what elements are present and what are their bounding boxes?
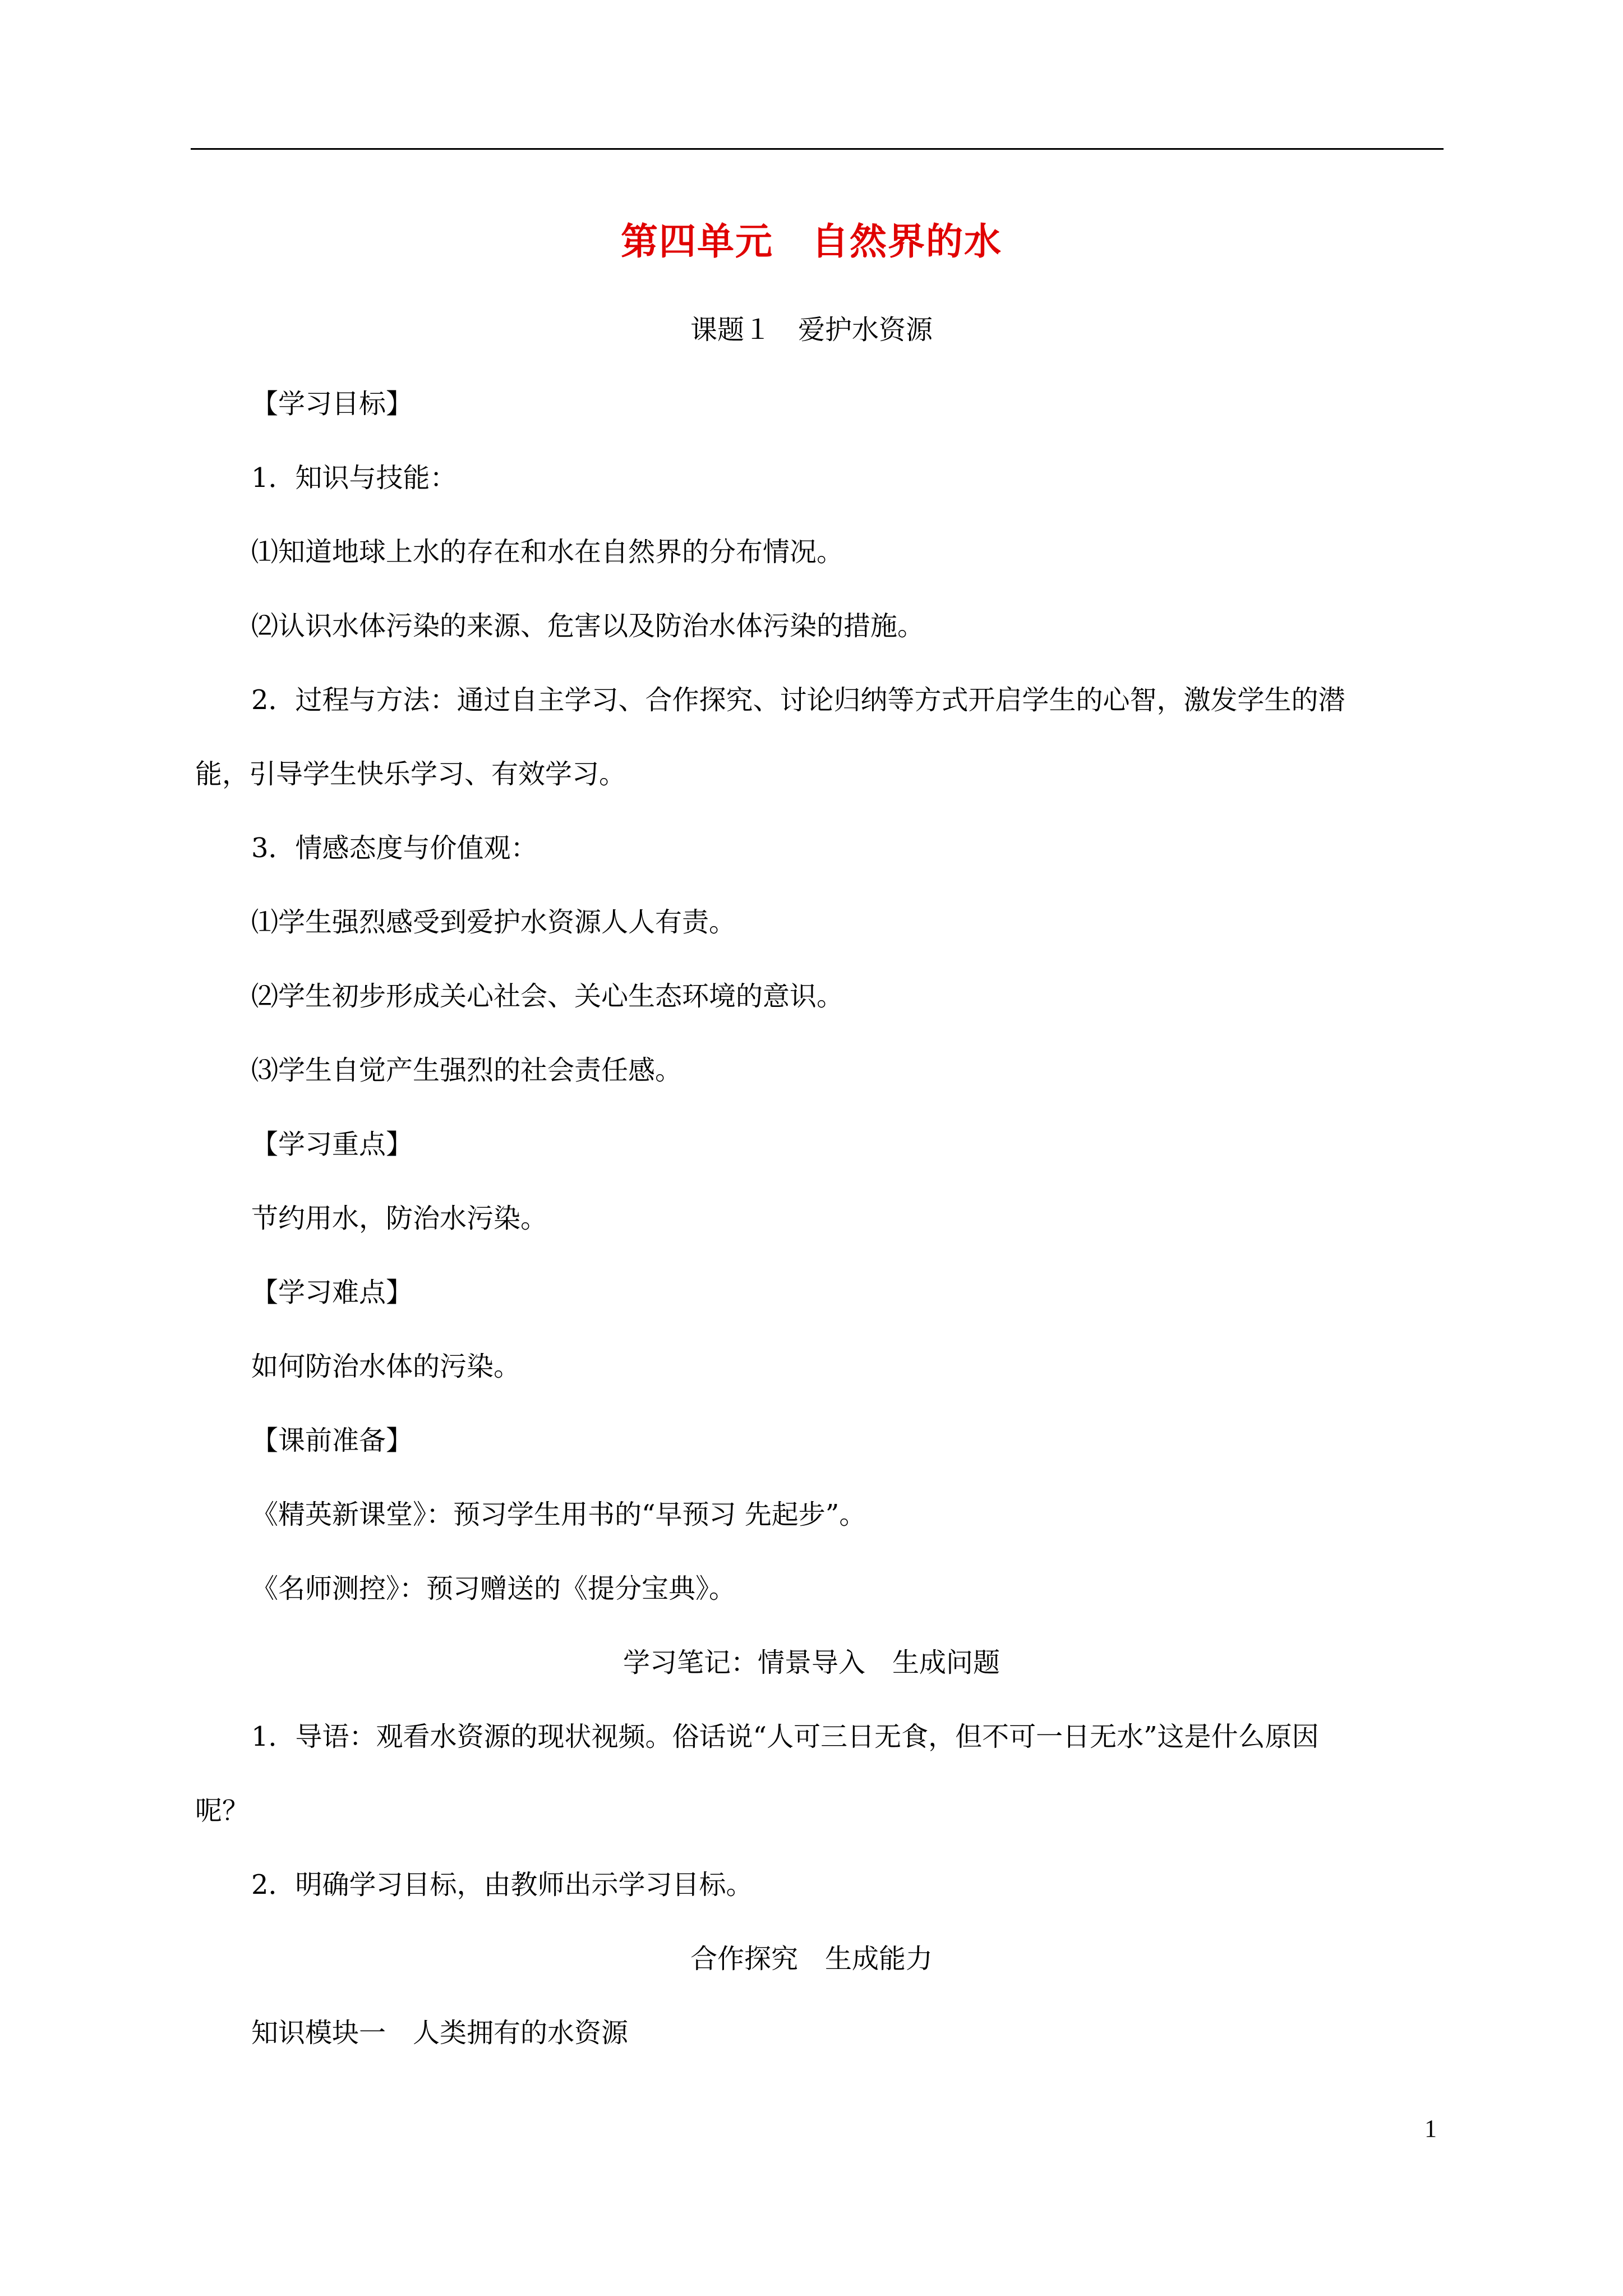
- paragraph-line-continued: 呢？: [195, 1795, 250, 1826]
- subheading-inquiry: 合作探究 生成能力: [690, 1943, 933, 1975]
- paragraph-line: 知识模块一 人类拥有的水资源: [251, 2017, 629, 2049]
- paragraph-line: ⑵认识水体污染的来源、危害以及防治水体污染的措施。: [251, 610, 925, 642]
- paragraph-line: ⑶学生自觉产生强烈的社会责任感。: [251, 1055, 683, 1086]
- page-number: 1: [1424, 2115, 1437, 2142]
- paragraph-line: 1．知识与技能：: [251, 462, 457, 494]
- paragraph-line: 2．过程与方法：通过自主学习、合作探究、讨论归纳等方式开启学生的心智，激发学生的潜: [251, 684, 1345, 716]
- paragraph-line: ⑵学生初步形成关心社会、关心生态环境的意识。: [251, 981, 844, 1012]
- paragraph-line: ⑴知道地球上水的存在和水在自然界的分布情况。: [251, 536, 844, 568]
- subheading-notes: 学习笔记：情景导入 生成问题: [623, 1647, 1000, 1678]
- section-heading-preparation: 【课前准备】: [251, 1425, 413, 1456]
- paragraph-line: 《名师测控》：预习赠送的《提分宝典》。: [251, 1573, 736, 1604]
- paragraph-line: 《精英新课堂》：预习学生用书的“早预习 先起步”。: [251, 1499, 866, 1530]
- paragraph-line: 2．明确学习目标，由教师出示学习目标。: [251, 1869, 753, 1901]
- section-heading-difficulties: 【学习难点】: [251, 1277, 413, 1308]
- paragraph-line: 节约用水，防治水污染。: [251, 1203, 548, 1234]
- paragraph-line: ⑴学生强烈感受到爱护水资源人人有责。: [251, 907, 736, 938]
- paragraph-line: 1．导语：观看水资源的现状视频。俗话说“人可三日无食，但不可一日无水”这是什么原因: [251, 1721, 1319, 1752]
- section-heading-key-points: 【学习重点】: [251, 1129, 413, 1160]
- header-rule: [191, 148, 1444, 150]
- section-heading-objectives: 【学习目标】: [251, 388, 413, 420]
- lesson-title: 课题１ 爱护水资源: [690, 314, 933, 346]
- paragraph-line: 如何防治水体的污染。: [251, 1351, 521, 1382]
- paragraph-line: 3．情感态度与价值观：: [251, 832, 538, 864]
- unit-title: 第四单元 自然界的水: [621, 219, 1002, 263]
- paragraph-line-continued: 能，引导学生快乐学习、有效学习。: [195, 758, 626, 790]
